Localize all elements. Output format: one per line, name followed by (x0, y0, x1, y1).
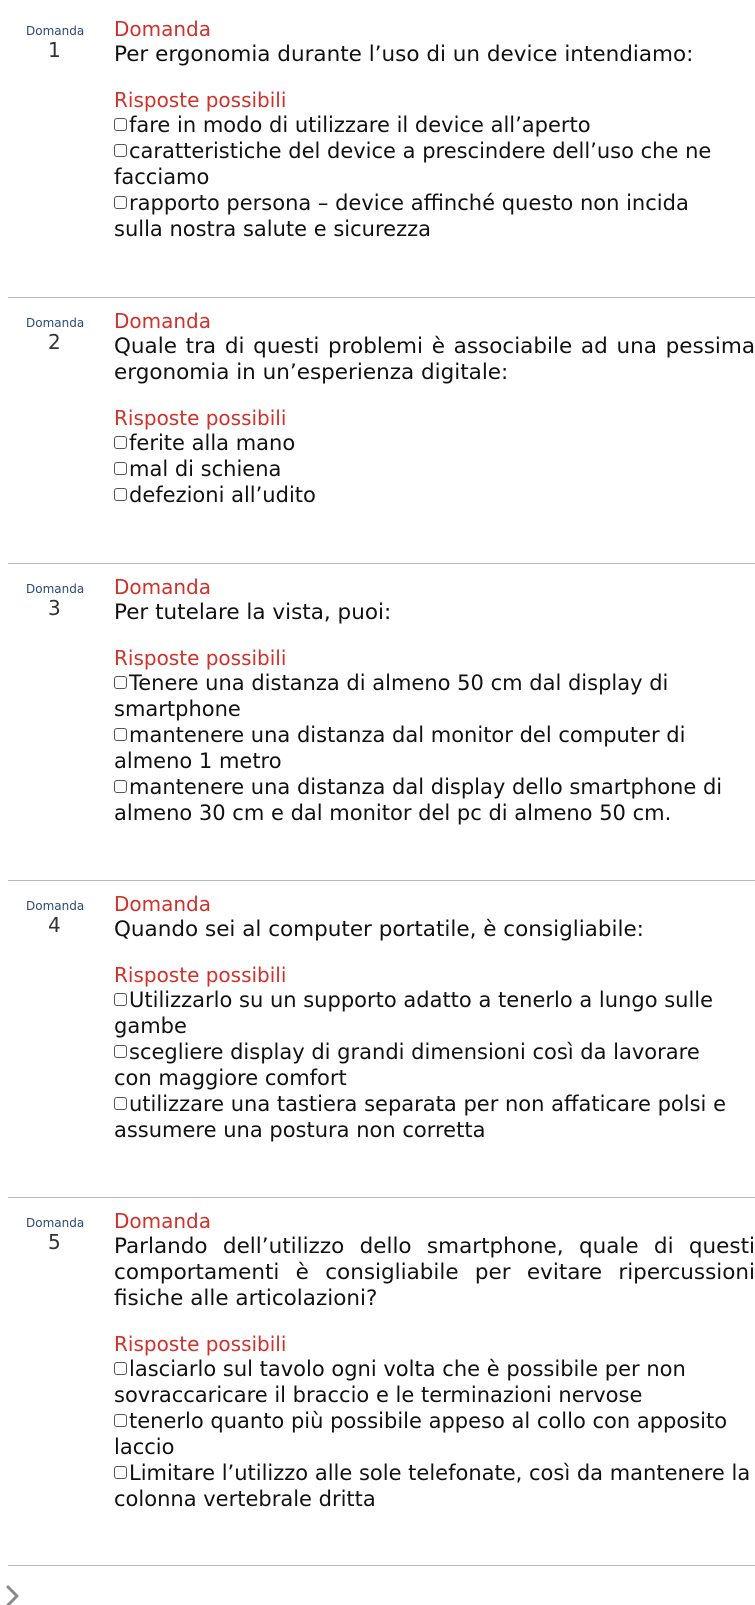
divider (8, 1197, 755, 1198)
question-heading: Domanda (114, 575, 212, 599)
answers-heading: Risposte possibili (114, 1332, 287, 1356)
answer-list (114, 1356, 755, 1512)
answers-heading: Risposte possibili (114, 406, 287, 430)
answer-text: utilizzare una tastiera separata per non affaticare polsi e assumere una postura non corretta (114, 1092, 726, 1142)
checkbox-icon[interactable] (114, 462, 127, 475)
answer-option[interactable] (114, 138, 714, 190)
checkbox-icon[interactable] (114, 1097, 127, 1110)
question-number: 2 (48, 330, 61, 354)
checkbox-icon[interactable] (114, 118, 127, 131)
question-number-label: Domanda (26, 899, 85, 913)
checkbox-icon[interactable] (114, 676, 127, 689)
answer-list (114, 112, 714, 242)
question-body (114, 891, 744, 1143)
answers-heading: Risposte possibili (114, 646, 287, 670)
question-body (114, 574, 744, 826)
answer-text: Limitare l’utilizzo alle sole telefonate, così da mantenere la colonna vertebrale dritta (114, 1461, 751, 1511)
answer-option[interactable] (114, 112, 714, 138)
question-text: Quando sei al computer portatile, è consigliabile: (114, 917, 644, 942)
answer-text: mantenere una distanza dal display dello smartphone di almeno 30 cm e dal monitor del pc di almeno 50 cm. (114, 775, 723, 825)
answer-option[interactable] (114, 722, 744, 774)
question-body (114, 16, 714, 242)
checkbox-icon[interactable] (114, 780, 127, 793)
question-number-label: Domanda (26, 24, 85, 38)
answers-heading: Risposte possibili (114, 963, 287, 987)
answer-option[interactable] (114, 670, 744, 722)
answers-heading: Risposte possibili (114, 88, 287, 112)
answer-option[interactable] (114, 430, 755, 456)
chevron-right-icon[interactable] (2, 1585, 24, 1605)
answer-option[interactable] (114, 987, 744, 1039)
question-number-label: Domanda (26, 1216, 85, 1230)
answer-option[interactable] (114, 1039, 744, 1091)
question-heading: Domanda (114, 1209, 212, 1233)
answer-text: mal di schiena (129, 457, 282, 481)
divider (8, 297, 755, 298)
answer-option[interactable] (114, 1408, 755, 1460)
answer-text: scegliere display di grandi dimensioni così da lavorare con maggiore comfort (114, 1040, 700, 1090)
answer-text: ferite alla mano (129, 431, 296, 455)
question-body (114, 308, 755, 508)
question-heading: Domanda (114, 17, 212, 41)
checkbox-icon[interactable] (114, 488, 127, 501)
divider (8, 563, 755, 564)
checkbox-icon[interactable] (114, 1045, 127, 1058)
checkbox-icon[interactable] (114, 728, 127, 741)
checkbox-icon[interactable] (114, 993, 127, 1006)
question-number: 5 (48, 1230, 61, 1254)
question-number-label: Domanda (26, 582, 85, 596)
answer-option[interactable] (114, 774, 744, 826)
question-body (114, 1208, 755, 1512)
question-text: Quale tra di questi problemi è associabile ad una pessima ergonomia in un’esperienza digitale: (114, 334, 755, 385)
question-text: Parlando dell’utilizzo dello smartphone, quale di questi comportamenti è consigliabile per evitare ripercussioni fisiche alle articolazioni? (114, 1234, 755, 1311)
question-text: Per ergonomia durante l’uso di un device intendiamo: (114, 42, 694, 67)
question-number-label: Domanda (26, 316, 85, 330)
checkbox-icon[interactable] (114, 144, 127, 157)
question-heading: Domanda (114, 309, 212, 333)
answer-text: rapporto persona – device affinché questo non incida sulla nostra salute e sicurezza (114, 191, 689, 241)
checkbox-icon[interactable] (114, 1466, 127, 1479)
divider (8, 880, 755, 881)
checkbox-icon[interactable] (114, 1414, 127, 1427)
question-heading: Domanda (114, 892, 212, 916)
question-number: 4 (48, 913, 61, 937)
checkbox-icon[interactable] (114, 196, 127, 209)
answer-text: Tenere una distanza di almeno 50 cm dal display di smartphone (114, 671, 669, 721)
answer-option[interactable] (114, 190, 714, 242)
answer-list (114, 987, 744, 1143)
divider (8, 1565, 755, 1566)
answer-text: mantenere una distanza dal monitor del computer di almeno 1 metro (114, 723, 686, 773)
answer-list (114, 430, 755, 508)
answer-text: lasciarlo sul tavolo ogni volta che è possibile per non sovraccaricare il braccio e le terminazioni nervose (114, 1357, 686, 1407)
question-number: 1 (48, 38, 61, 62)
answer-option[interactable] (114, 1091, 744, 1143)
answer-option[interactable] (114, 456, 755, 482)
answer-text: defezioni all’udito (129, 483, 316, 507)
answer-text: caratteristiche del device a prescindere dell’uso che ne facciamo (114, 139, 712, 189)
question-text: Per tutelare la vista, puoi: (114, 600, 392, 625)
question-number: 3 (48, 596, 61, 620)
answer-option[interactable] (114, 1356, 755, 1408)
answer-list (114, 670, 744, 826)
answer-option[interactable] (114, 482, 755, 508)
answer-text: Utilizzarlo su un supporto adatto a tenerlo a lungo sulle gambe (114, 988, 714, 1038)
answer-text: fare in modo di utilizzare il device all’aperto (129, 113, 591, 137)
answer-option[interactable] (114, 1460, 755, 1512)
answer-text: tenerlo quanto più possibile appeso al collo con apposito laccio (114, 1409, 728, 1459)
checkbox-icon[interactable] (114, 1362, 127, 1375)
checkbox-icon[interactable] (114, 436, 127, 449)
